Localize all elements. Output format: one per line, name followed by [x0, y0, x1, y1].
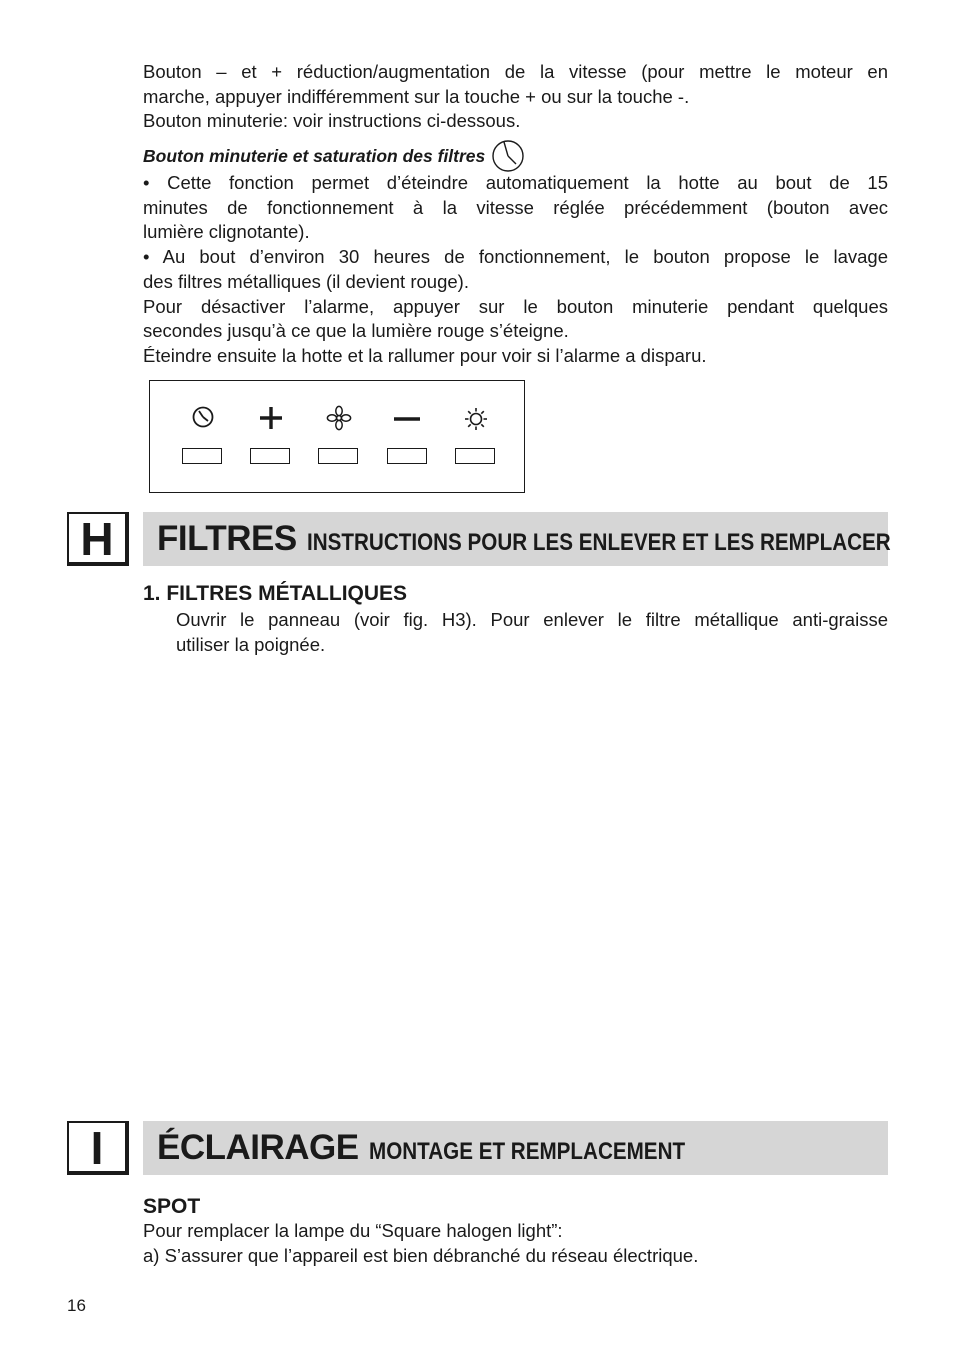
intro-line: marche, appuyer indifféremment sur la touche + ou sur la touche -. — [143, 85, 690, 107]
intro-paragraph — [143, 60, 888, 134]
plus-button — [250, 448, 290, 464]
timer-heading-text: Bouton minuterie et saturation des filtres — [143, 145, 486, 166]
spot-line: Pour remplacer la lampe du “Square halogen light”: — [143, 1220, 563, 1241]
metal-filters-heading: 1. FILTRES MÉTALLIQUES — [143, 582, 408, 605]
spot-heading: SPOT — [143, 1195, 201, 1218]
section-h-subtitle: INSTRUCTIONS POUR LES ENLEVER ET LES REMPLACER — [306, 529, 891, 556]
metal-filters-line: Ouvrir le panneau (voir fig. H3). Pour enlever le filtre métallique anti-graisse — [176, 609, 888, 630]
timer-line: minutes de fonctionnement à la vitesse réglée précédemment (bouton avec — [143, 196, 888, 218]
spot-line: a) S’assurer que l’appareil est bien débranché du réseau électrique. — [143, 1244, 699, 1266]
section-h-header — [143, 512, 891, 566]
section-i-header — [143, 1121, 888, 1175]
intro-line: Bouton minuterie: voir instructions ci-dessous. — [143, 110, 521, 132]
fan-icon — [317, 403, 361, 435]
minus-icon — [385, 403, 429, 435]
section-h-title: FILTRES — [157, 519, 297, 558]
timer-line: • Cette fonction permet d’éteindre automatiquement la hotte au bout de 15 — [143, 172, 888, 193]
plus-icon — [249, 403, 293, 435]
timer-line: secondes jusqu’à ce que la lumière rouge s’éteigne. — [143, 320, 569, 342]
control-panel-figure — [149, 380, 525, 493]
metal-filters-text — [176, 608, 888, 657]
intro-line: Bouton – et + réduction/augmentation de la vitesse (pour mettre le moteur en — [143, 61, 888, 82]
timer-line: des filtres métalliques (il devient rouge). — [143, 270, 469, 292]
section-i-title: ÉCLAIRAGE — [157, 1128, 359, 1167]
timer-line: Pour désactiver l’alarme, appuyer sur le bouton minuterie pendant quelques — [143, 295, 888, 317]
timer-line: Éteindre ensuite la hotte et la rallumer pour voir si l’alarme a disparu. — [143, 344, 707, 366]
timer-icon — [181, 403, 225, 435]
minus-button — [387, 448, 427, 464]
section-letter-i: I — [67, 1121, 129, 1175]
light-button — [455, 448, 495, 464]
section-i-subtitle: MONTAGE ET REMPLACEMENT — [368, 1138, 685, 1165]
metal-filters-line: utiliser la poignée. — [176, 633, 326, 655]
timer-button — [182, 448, 222, 464]
clock-icon — [491, 140, 525, 172]
timer-description — [143, 171, 888, 369]
light-icon — [454, 403, 498, 435]
section-letter-h: H — [67, 512, 129, 566]
spot-text — [143, 1219, 888, 1268]
timer-heading — [143, 140, 525, 172]
timer-line: • Au bout d’environ 30 heures de fonctionnement, le bouton propose le lavage — [143, 246, 888, 268]
fan-button — [318, 448, 358, 464]
page-number: 16 — [67, 1296, 86, 1315]
timer-line: lumière clignotante). — [143, 221, 310, 243]
